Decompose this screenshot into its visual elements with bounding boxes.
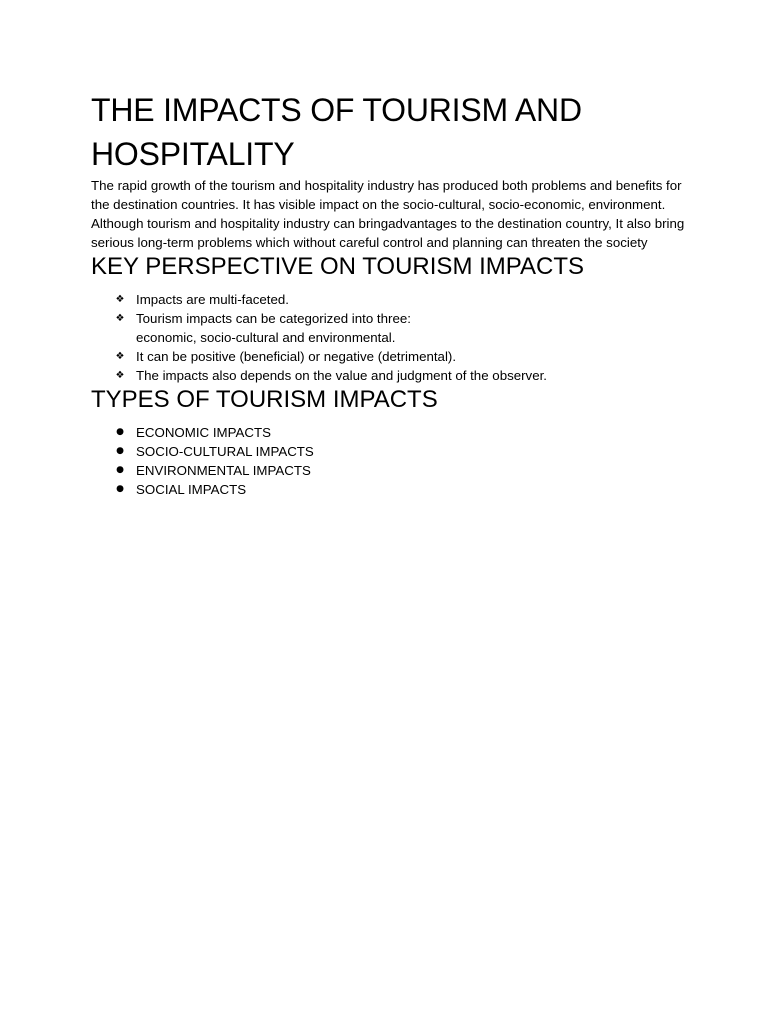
list-item-text: The impacts also depends on the value and judgment of the observer. (136, 368, 547, 383)
bullet-icon: ● (116, 446, 124, 456)
diamond-bullet-icon: ❖ (115, 351, 125, 362)
list-item-text: It can be positive (beneficial) or negative (detrimental). (136, 349, 457, 364)
bullet-icon: ● (116, 427, 124, 437)
list-item-text: ENVIRONMENTAL IMPACTS (136, 463, 311, 478)
list-item (91, 309, 691, 347)
list-item-text: Impacts are multi-faceted. (136, 292, 289, 307)
diamond-bullet-icon: ❖ (115, 294, 125, 305)
list-item (91, 366, 691, 385)
list-item (91, 347, 691, 366)
intro-paragraph: The rapid growth of the tourism and hospitality industry has produced both problems and benefits for the destination countries. It has visible impact on the socio-cultural, socio-economic, environment. (91, 178, 682, 212)
list-item-text: ECONOMIC IMPACTS (136, 425, 271, 440)
types-list (91, 423, 691, 499)
bullet-icon: ● (116, 484, 124, 494)
document-page (91, 88, 691, 499)
list-item-text: Tourism impacts can be categorized into three: (136, 311, 411, 326)
key-perspective-list (91, 290, 691, 385)
list-item (91, 461, 691, 480)
types-heading: TYPES OF TOURISM IMPACTS (91, 386, 438, 413)
diamond-bullet-icon: ❖ (115, 370, 125, 381)
list-item (91, 423, 691, 442)
list-item-continuation: economic, socio-cultural and environmental. (136, 330, 396, 345)
list-item-text: SOCIAL IMPACTS (136, 482, 247, 497)
key-perspective-heading: KEY PERSPECTIVE ON TOURISM IMPACTS (91, 253, 584, 280)
list-item (91, 442, 691, 461)
bullet-icon: ● (116, 465, 124, 475)
list-item (91, 290, 691, 309)
list-item-text: SOCIO-CULTURAL IMPACTS (136, 444, 314, 459)
diamond-bullet-icon: ❖ (115, 313, 125, 324)
second-paragraph: Although tourism and hospitality industry can bringadvantages to the destination country, It also bring serious long-term problems which without careful control and planning can threaten the society (91, 216, 685, 250)
document-title: THE IMPACTS OF TOURISM AND HOSPITALITY (91, 92, 582, 172)
list-item (91, 480, 691, 499)
